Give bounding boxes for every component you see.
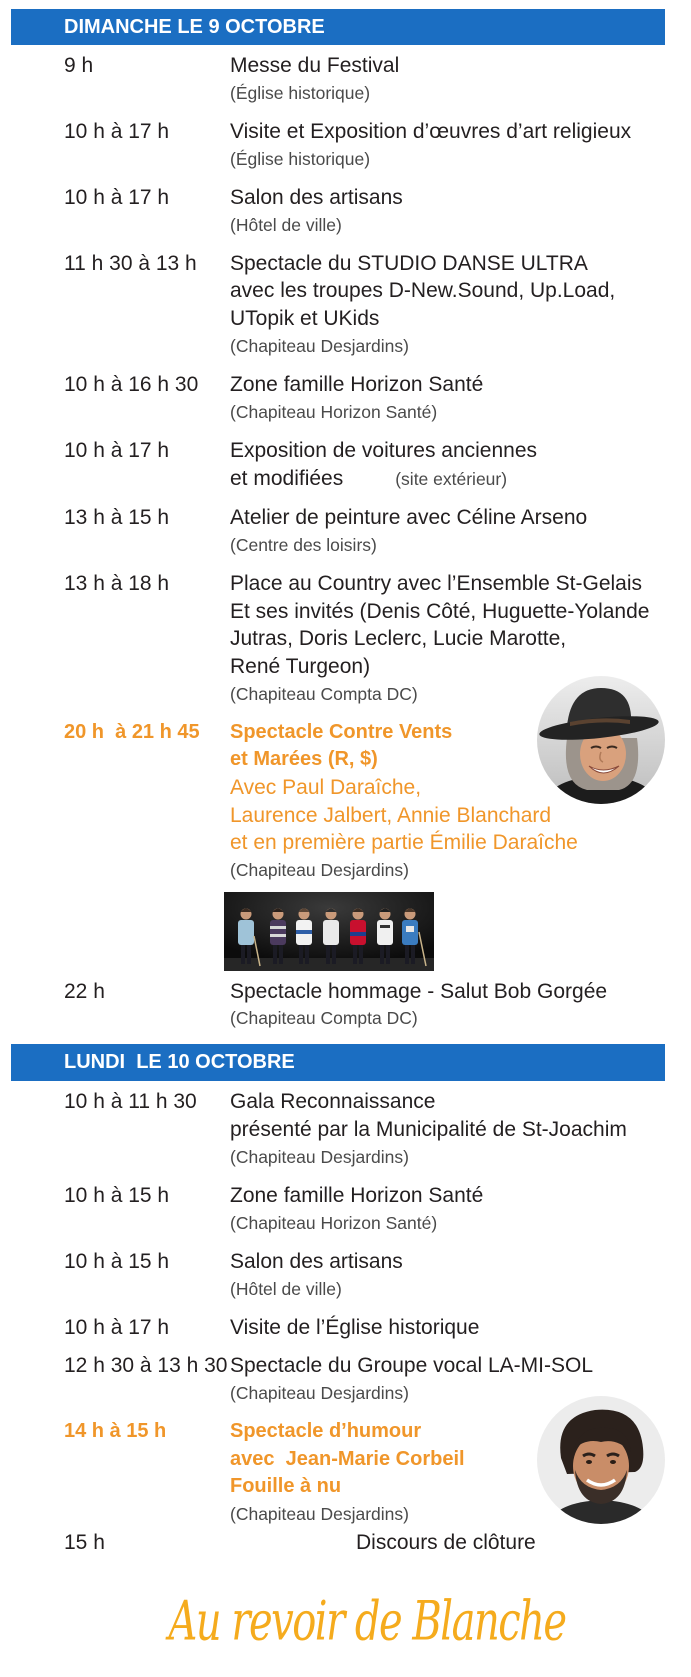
event-location: (Chapiteau Horizon Santé) — [230, 401, 438, 422]
event-details — [230, 184, 691, 239]
event-title: Spectacle Contre Vents — [230, 720, 453, 743]
schedule-row — [0, 184, 691, 239]
schedule-row — [0, 118, 691, 173]
signoff-title: Au revoir de Blanche — [168, 1590, 566, 1654]
event-title: Gala Reconnaissance — [230, 1090, 436, 1114]
event-time: 9 h — [64, 54, 94, 77]
event-location: (Chapiteau Horizon Santé) — [230, 1212, 438, 1233]
schedule-row — [0, 437, 691, 493]
event-title: UTopik et UKids — [230, 307, 380, 331]
event-title: avec Jean-Marie Corbeil — [230, 1447, 465, 1470]
event-time: 10 h à 11 h 30 — [64, 1090, 197, 1114]
schedule-row — [0, 371, 691, 426]
event-location: (Hôtel de ville) — [230, 1278, 342, 1299]
event-details — [230, 250, 691, 361]
event-time: 10 h à 16 h 30 — [64, 373, 199, 397]
event-details — [230, 371, 691, 426]
schedule-row — [0, 1088, 691, 1171]
event-location: (Chapiteau Compta DC) — [230, 1008, 418, 1029]
event-location: (Chapiteau Compta DC) — [230, 683, 418, 704]
event-title: Et ses invités (Denis Côté, Huguette-Yolande — [230, 599, 650, 623]
schedule-row — [0, 1182, 691, 1237]
headliner-photo — [537, 676, 665, 804]
event-title: Fouille à nu — [230, 1475, 342, 1498]
event-location: (Hôtel de ville) — [230, 214, 342, 235]
schedule-row — [0, 978, 691, 1033]
event-title: Messe du Festival — [230, 54, 400, 77]
event-title: Salon des artisans — [230, 185, 403, 209]
event-time: 10 h à 17 h — [64, 439, 170, 462]
schedule-row — [0, 504, 691, 559]
event-details — [230, 1529, 691, 1557]
event-location: (site extérieur) — [395, 468, 508, 489]
event-details — [230, 504, 691, 559]
event-location: (Chapiteau Desjardins) — [230, 1146, 409, 1167]
event-title: présenté par la Municipalité de St-Joachim — [230, 1117, 627, 1141]
event-details — [230, 1248, 691, 1303]
band-photo — [224, 892, 434, 971]
event-details — [230, 118, 691, 173]
event-time: 15 h — [64, 1530, 105, 1554]
event-time: 10 h à 15 h — [64, 1249, 170, 1273]
event-title: Zone famille Horizon Santé — [230, 1183, 484, 1207]
day-schedule — [0, 52, 691, 1033]
event-title: et Marées (R, $) — [230, 748, 378, 771]
event-title: Discours de clôture — [356, 1530, 536, 1554]
event-title: Exposition de voitures anciennes — [230, 439, 538, 462]
day-heading: LUNDI LE 10 OCTOBRE — [11, 1044, 665, 1081]
event-time: 13 h à 15 h — [64, 505, 170, 529]
event-location: (Chapiteau Desjardins) — [230, 335, 409, 356]
event-title: Spectacle du Groupe vocal LA-MI-SOL — [230, 1354, 594, 1378]
event-location: (Chapiteau Desjardins) — [230, 1382, 409, 1403]
event-time: 20 h à 21 h 45 — [64, 720, 200, 743]
event-time: 10 h à 17 h — [64, 185, 170, 209]
event-location: (Église historique) — [230, 148, 371, 169]
event-location: (Centre des loisirs) — [230, 534, 377, 555]
event-title: Spectacle hommage - Salut Bob Gorgée — [230, 979, 608, 1003]
event-time: 10 h à 15 h — [64, 1183, 170, 1207]
day-heading: DIMANCHE LE 9 OCTOBRE — [11, 9, 665, 45]
event-details — [230, 1088, 691, 1171]
event-details — [230, 1182, 691, 1237]
event-title: et modifiées — [230, 466, 344, 490]
comedian-photo — [537, 1396, 665, 1524]
event-title: Jutras, Doris Leclerc, Lucie Marotte, — [230, 627, 567, 651]
event-details — [230, 978, 691, 1033]
schedule-row — [0, 1529, 691, 1557]
schedule-row — [0, 1314, 691, 1342]
event-details — [230, 437, 691, 493]
event-location: (Chapiteau Desjardins) — [230, 1503, 409, 1524]
event-title: Spectacle du STUDIO DANSE ULTRA — [230, 251, 588, 275]
event-title: avec les troupes D-New.Sound, Up.Load, — [230, 279, 616, 303]
event-location: (Chapiteau Desjardins) — [230, 860, 409, 881]
schedule-row — [0, 250, 691, 361]
event-title: Spectacle d’humour — [230, 1420, 422, 1442]
event-title: Visite et Exposition d’œuvres d’art religieux — [230, 119, 632, 143]
event-details — [230, 52, 691, 107]
event-title: Visite de l’Église historique — [230, 1315, 480, 1339]
event-title: Zone famille Horizon Santé — [230, 373, 484, 397]
event-performers: et en première partie Émilie Daraîche — [230, 831, 578, 855]
event-title: René Turgeon) — [230, 654, 371, 678]
event-time: 13 h à 18 h — [64, 571, 170, 595]
event-time: 10 h à 17 h — [64, 119, 170, 143]
schedule-row — [0, 1248, 691, 1303]
event-location: (Église historique) — [230, 82, 371, 103]
event-time: 10 h à 17 h — [64, 1315, 170, 1339]
event-time: 12 h 30 à 13 h 30 — [64, 1354, 228, 1378]
event-performers: Avec Paul Daraîche, — [230, 776, 422, 800]
event-time: 22 h — [64, 979, 105, 1003]
event-title: Atelier de peinture avec Céline Arseno — [230, 505, 588, 529]
event-time: 11 h 30 à 13 h — [64, 251, 197, 275]
event-details — [230, 1314, 691, 1342]
event-title: Place au Country avec l’Ensemble St-Gelais — [230, 571, 643, 595]
event-time: 14 h à 15 h — [64, 1420, 167, 1442]
event-title-line — [230, 465, 691, 494]
schedule-row — [0, 52, 691, 107]
event-performers: Laurence Jalbert, Annie Blanchard — [230, 803, 552, 827]
event-title: Salon des artisans — [230, 1249, 403, 1273]
